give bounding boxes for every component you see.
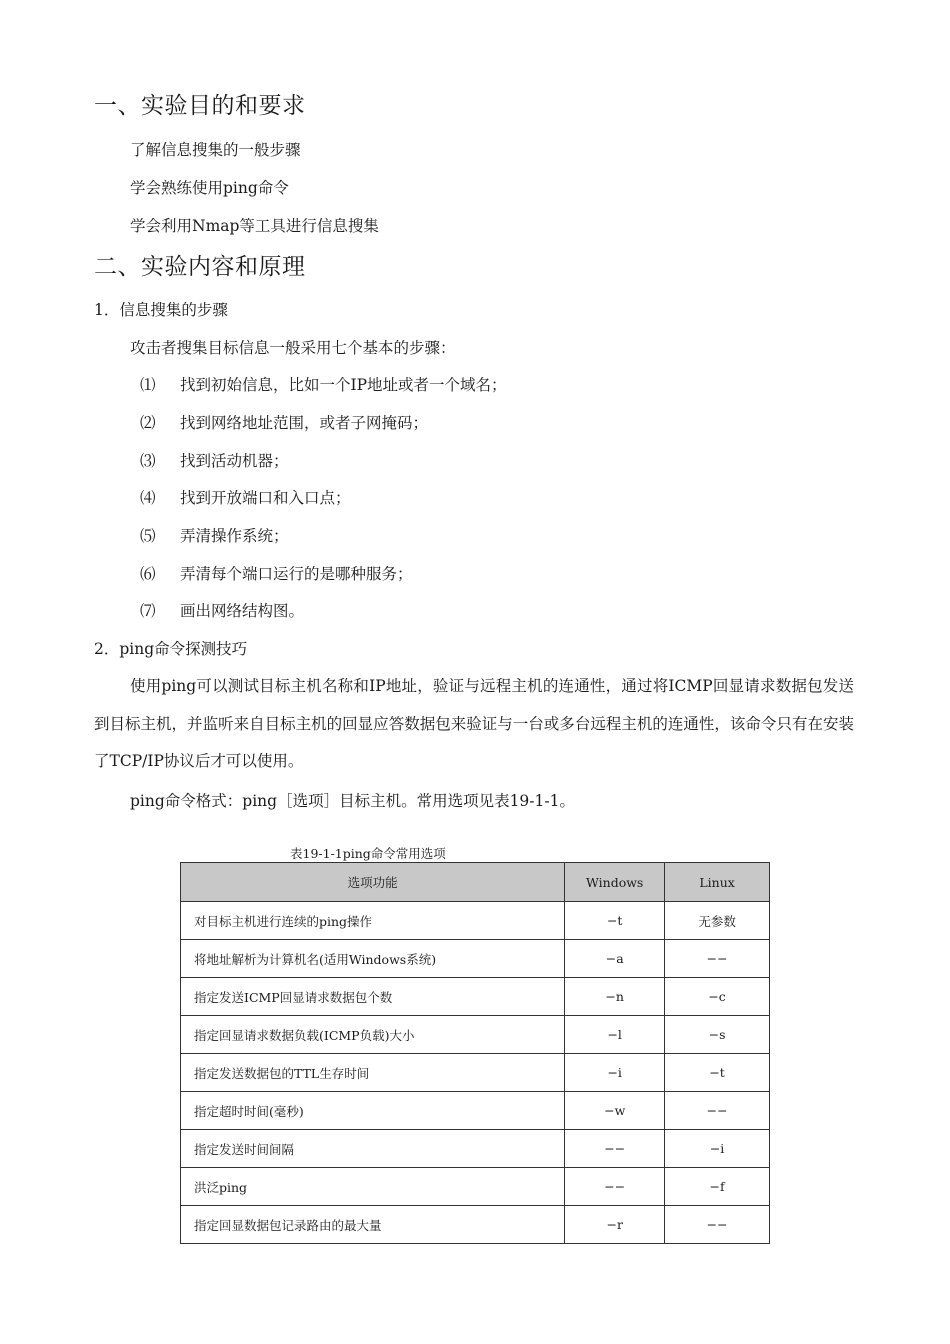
step-item	[140, 487, 351, 509]
ping-description-paragraph: 使用ping可以测试目标主机名称和IP地址，验证与远程主机的连通性，通过将ICMP回显请求数据包发送到目标主机，并监听来自目标主机的回显应答数据包来验证与一台或多台远程主机的连通性，该命令只有在安装了TCP/IP协议后才可以使用。	[94, 677, 854, 770]
subsection1-intro: 攻击者搜集目标信息一般采用七个基本的步骤：	[130, 339, 456, 357]
linux-flag-cell: −t	[665, 1054, 770, 1092]
linux-flag-cell: 无参数	[665, 902, 770, 940]
option-function-cell: 将地址解析为计算机名(适用Windows系统)	[181, 940, 565, 978]
linux-flag-cell: −s	[665, 1016, 770, 1054]
header-option-function: 选项功能	[181, 863, 565, 902]
windows-flag-cell: −−	[565, 1168, 665, 1206]
step-text: 找到开放端口和入口点；	[180, 489, 351, 507]
objective-item: 学会利用Nmap等工具进行信息搜集	[130, 217, 379, 235]
objective-item: 了解信息搜集的一般步骤	[130, 141, 301, 159]
header-windows: Windows	[565, 863, 665, 902]
step-item	[140, 374, 507, 396]
windows-flag-cell: −w	[565, 1092, 665, 1130]
option-function-cell: 指定回显请求数据负载(ICMP负载)大小	[181, 1016, 565, 1054]
step-number: ⑺	[140, 602, 156, 620]
section1-heading: 一、实验目的和要求	[94, 93, 306, 119]
table-caption: 表19-1-1ping命令常用选项	[290, 846, 446, 861]
step-number: ⑷	[140, 489, 156, 507]
option-function-cell: 指定回显数据包记录路由的最大量	[181, 1206, 565, 1244]
windows-flag-cell: −−	[565, 1130, 665, 1168]
step-item	[140, 600, 304, 622]
table-row	[181, 1168, 770, 1206]
windows-flag-cell: −r	[565, 1206, 665, 1244]
table-row	[181, 1016, 770, 1054]
table-row	[181, 1130, 770, 1168]
linux-flag-cell: −i	[665, 1130, 770, 1168]
step-text: 找到网络地址范围，或者子网掩码；	[180, 414, 429, 432]
windows-flag-cell: −i	[565, 1054, 665, 1092]
step-item	[140, 563, 413, 585]
header-linux: Linux	[665, 863, 770, 902]
table-row	[181, 902, 770, 940]
linux-flag-cell: −c	[665, 978, 770, 1016]
table-row	[181, 978, 770, 1016]
table-row	[181, 1206, 770, 1244]
table-header-row	[181, 863, 770, 902]
option-function-cell: 指定发送ICMP回显请求数据包个数	[181, 978, 565, 1016]
ping-options-table	[180, 862, 770, 1244]
step-number: ⑹	[140, 565, 156, 583]
linux-flag-cell: −−	[665, 1206, 770, 1244]
step-item	[140, 412, 428, 434]
subsection2-title: 2．ping命令探测技巧	[94, 640, 248, 658]
linux-flag-cell: −−	[665, 1092, 770, 1130]
windows-flag-cell: −l	[565, 1016, 665, 1054]
ping-format-line: ping命令格式：ping［选项］目标主机。常用选项见表19-1-1。	[130, 792, 575, 810]
linux-flag-cell: −f	[665, 1168, 770, 1206]
objective-item: 学会熟练使用ping命令	[130, 179, 289, 197]
step-text: 画出网络结构图。	[180, 602, 305, 620]
step-number: ⑶	[140, 452, 156, 470]
windows-flag-cell: −n	[565, 978, 665, 1016]
subsection1-title: 1．信息搜集的步骤	[94, 301, 228, 319]
step-number: ⑴	[140, 376, 156, 394]
step-item	[140, 450, 289, 472]
step-text: 弄清操作系统；	[180, 527, 289, 545]
table-row	[181, 940, 770, 978]
step-number: ⑸	[140, 527, 156, 545]
windows-flag-cell: −a	[565, 940, 665, 978]
step-text: 弄清每个端口运行的是哪种服务；	[180, 565, 413, 583]
step-text: 找到初始信息，比如一个IP地址或者一个域名；	[180, 376, 507, 394]
windows-flag-cell: −t	[565, 902, 665, 940]
option-function-cell: 指定发送数据包的TTL生存时间	[181, 1054, 565, 1092]
option-function-cell: 指定发送时间间隔	[181, 1130, 565, 1168]
option-function-cell: 对目标主机进行连续的ping操作	[181, 902, 565, 940]
table-row	[181, 1054, 770, 1092]
linux-flag-cell: −−	[665, 940, 770, 978]
step-item	[140, 525, 289, 547]
table-row	[181, 1092, 770, 1130]
option-function-cell: 洪泛ping	[181, 1168, 565, 1206]
section2-heading: 二、实验内容和原理	[94, 254, 306, 280]
step-number: ⑵	[140, 414, 156, 432]
option-function-cell: 指定超时时间(毫秒)	[181, 1092, 565, 1130]
step-text: 找到活动机器；	[180, 452, 289, 470]
